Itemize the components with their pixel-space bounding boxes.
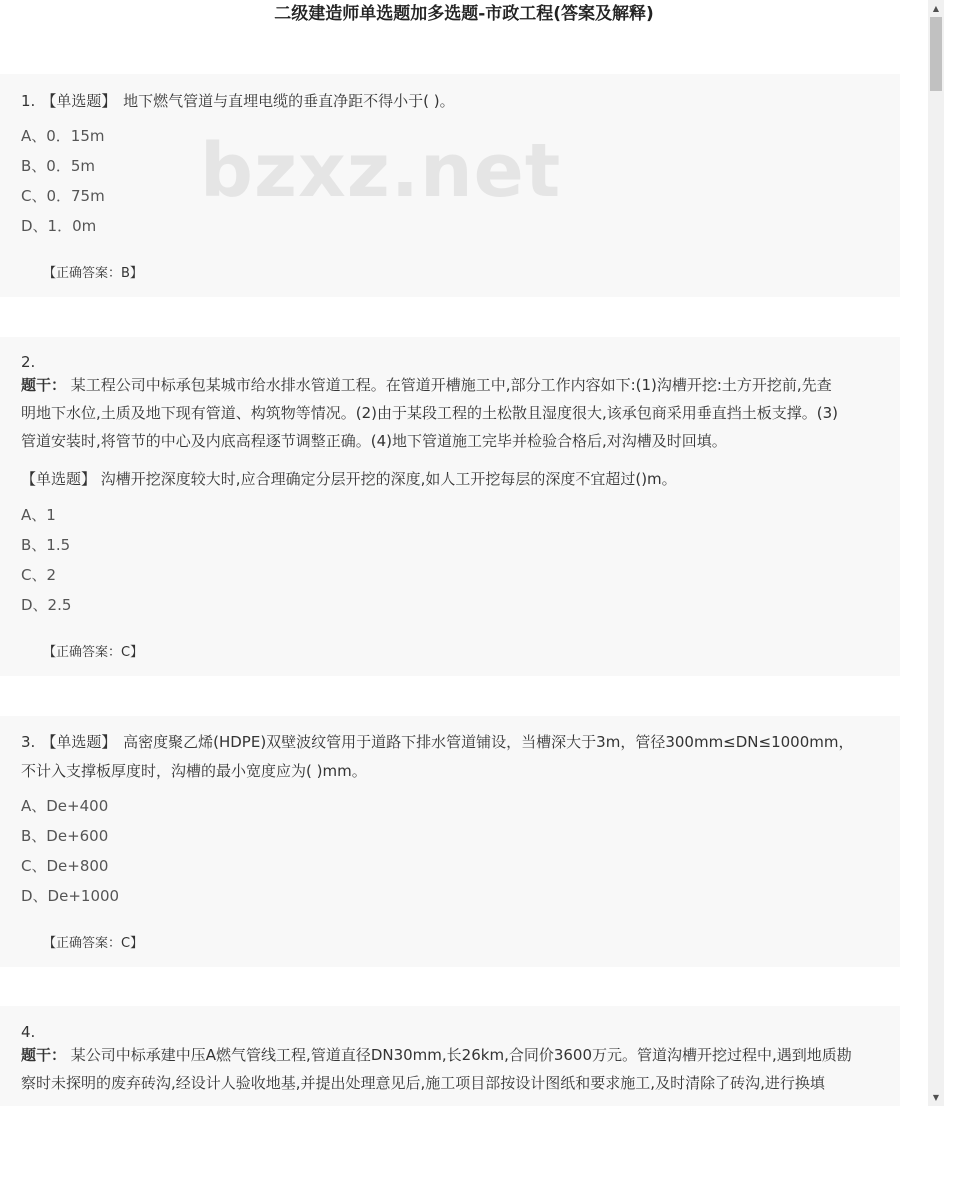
question-2-stem-line-3: 管道安装时,将管节的中心及内底高程逐节调整正确。(4)地下管道施工完毕并检验合格后,对沟槽及时回填。	[21, 432, 727, 450]
question-text: 地下燃气管道与直埋电缆的垂直净距不得小于( )。	[123, 92, 455, 110]
question-text: 沟槽开挖深度较大时,应合理确定分层开挖的深度,如人工开挖每层的深度不宜超过()m。	[100, 470, 677, 488]
vertical-scrollbar[interactable]	[928, 0, 944, 1106]
question-type: 【单选题】	[41, 733, 117, 751]
correct-answer: 【正确答案：C】	[43, 936, 144, 951]
option-c[interactable]: C、De+800	[21, 857, 109, 875]
question-card-3	[0, 716, 900, 967]
option-b[interactable]: B、De+600	[21, 827, 109, 845]
stem-label: 题干：	[21, 1046, 67, 1064]
question-2-subquestion	[21, 465, 878, 493]
scrollbar-thumb[interactable]	[930, 17, 942, 91]
question-text: 高密度聚乙烯(HDPE)双壁波纹管用于道路下排水管道铺设，当槽深大于3m，管径300mm≤DN≤1000mm，	[123, 733, 854, 751]
stem-label: 题干：	[21, 376, 67, 394]
question-card-2	[0, 337, 900, 676]
question-1-stem	[21, 87, 878, 115]
stem-text: 某公司中标承建中压A燃气管线工程,管道直径DN30mm,长26km,合同价3600万元。管道沟槽开挖过程中,遇到地质勘	[70, 1046, 852, 1064]
question-card-1	[0, 74, 900, 297]
question-number: 3.	[21, 733, 36, 751]
option-d[interactable]: D、2.5	[21, 596, 72, 614]
option-b[interactable]: B、0．5m	[21, 157, 95, 175]
option-a[interactable]: A、1	[21, 506, 56, 524]
question-4-stem-line-1	[21, 1041, 878, 1069]
question-number: 4.	[21, 1023, 36, 1041]
question-2-stem-line-2: 明地下水位,土质及地下现有管道、构筑物等情况。(2)由于某段工程的土松散且湿度很大,该承包商采用垂直挡土板支撑。(3)	[21, 404, 839, 422]
correct-answer: 【正确答案：C】	[43, 645, 144, 660]
option-a[interactable]: A、De+400	[21, 797, 109, 815]
question-number: 1.	[21, 92, 36, 110]
question-4-stem-line-2: 察时未探明的废弃砖沟,经设计人验收地基,并提出处理意见后,施工项目部按设计图纸和要求施工,及时清除了砖沟,进行换填	[21, 1074, 825, 1092]
question-card-4	[0, 1006, 900, 1106]
option-d[interactable]: D、De+1000	[21, 887, 120, 905]
option-d[interactable]: D、1．0m	[21, 217, 97, 235]
question-number: 2.	[21, 353, 36, 371]
scroll-down-arrow-icon[interactable]: ▼	[932, 1093, 940, 1102]
question-2-stem-line-1	[21, 371, 878, 399]
question-type: 【单选题】	[21, 470, 97, 488]
option-b[interactable]: B、1.5	[21, 536, 71, 554]
correct-answer: 【正确答案：B】	[43, 266, 143, 281]
option-c[interactable]: C、2	[21, 566, 57, 584]
question-type: 【单选题】	[41, 92, 117, 110]
question-3-stem-line-2: 不计入支撑板厚度时，沟槽的最小宽度应为( )mm。	[21, 762, 367, 780]
watermark: bzxz.net	[200, 128, 562, 214]
option-c[interactable]: C、0．75m	[21, 187, 105, 205]
option-a[interactable]: A、0．15m	[21, 127, 105, 145]
scroll-up-arrow-icon[interactable]: ▲	[932, 4, 940, 13]
page-title: 二级建造师单选题加多选题-市政工程(答案及解释)	[274, 4, 654, 24]
stem-text: 某工程公司中标承包某城市给水排水管道工程。在管道开槽施工中,部分工作内容如下:(1)沟槽开挖:土方开挖前,先查	[70, 376, 832, 394]
question-3-stem-line-1	[21, 728, 878, 756]
